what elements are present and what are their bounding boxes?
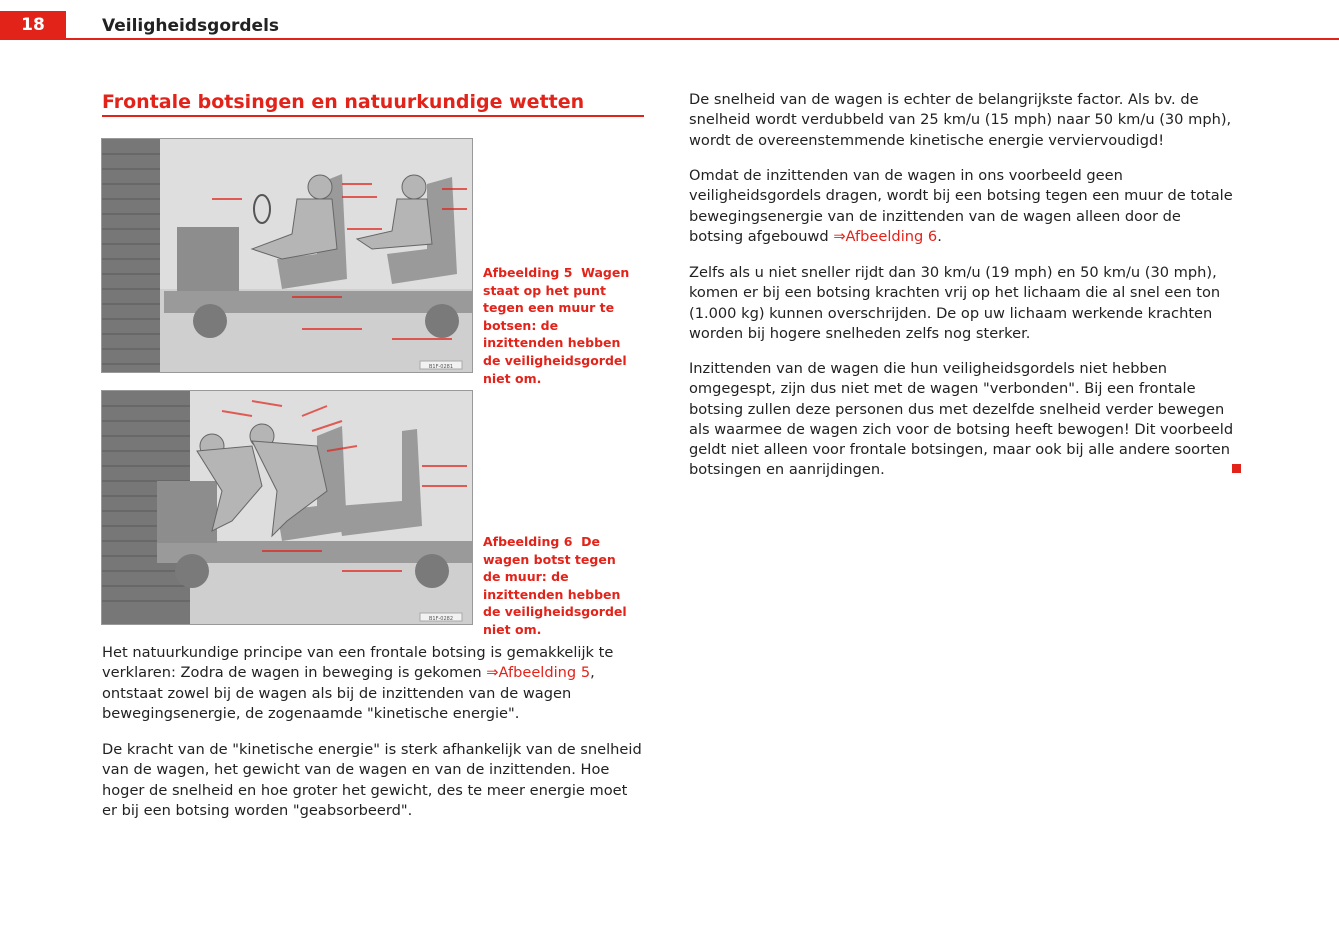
engine-block (157, 481, 217, 543)
header-rule (66, 38, 1339, 40)
body-paragraph (102, 643, 642, 724)
figure-5-link[interactable]: ⇒Afbeelding 5 (486, 664, 591, 682)
body-paragraph: De kracht van de "kinetische energie" is sterk afhankelijk van de snelheid van de wagen, het gewicht van de wagen en van de inzittenden. Hoe hoger de snelheid en hoe groter het gewicht, des te meer energie moet er bij een botsing worden "geabsorbeerd". (102, 741, 642, 819)
caption-label: Afbeelding 6 (483, 534, 573, 549)
front-wheel (175, 554, 209, 588)
page-header (0, 0, 1339, 42)
body-paragraph: Zelfs als u niet sneller rijdt dan 30 km/u (19 mph) en 50 km/u (30 mph), komen er bij een botsing krachten vrij op het lichaam die al snel een ton (1.000 kg) kunnen overschrijden. De op uw lichaam werkende krachten worden bij hogere snelheden zelfs nog sterker. (689, 264, 1221, 342)
rear-wheel (415, 554, 449, 588)
caption-label: Afbeelding 5 (483, 265, 573, 280)
front-wheel (193, 304, 227, 338)
text-run: Omdat de inzittenden van de wagen in ons voorbeeld geen veiligheidsgordels dragen, wordt bij een botsing tegen een muur de totale bewegingsenergie van de inzittenden van de wagen alleen door de botsing afgebouwd (689, 167, 1233, 245)
text-run: , ontstaat zowel bij de wagen als bij de inzittenden van de wagen bewegingsenergie, de zogenaamde "kinetische energie". (102, 664, 595, 722)
body-paragraph: Inzittenden van de wagen die hun veiligheidsgordels niet hebben omgegespt, zijn dus niet met de wagen "verbonden". Bij een frontale botsing zullen deze personen dus met dezelfde snelheid verder bewegen als waarmee de wagen zich voor de botsing heeft bewogen! Dit voorbeeld geldt niet alleen voor frontale botsingen, maar ook bij alle andere soorten botsingen en aanrijdingen. (689, 360, 1234, 479)
page-number: 18 (0, 11, 66, 40)
engine-block (177, 227, 239, 291)
caption-text: De wagen botst tegen de muur: de inzittenden hebben de veiligheidsgordel niet om. (483, 534, 627, 637)
chapter-title: Veiligheidsgordels (102, 16, 280, 36)
caption-text: Wagen staat op het punt tegen een muur te botsen: de inzittenden hebben de veiligheidsgordel niet om. (483, 265, 630, 386)
figure-6-caption (483, 533, 635, 639)
body-paragraph (689, 166, 1234, 247)
figure-code: B1F-0281 (428, 364, 454, 370)
brick-wall (102, 139, 160, 372)
rear-wheel (425, 304, 459, 338)
figure-6-illustration (101, 390, 473, 625)
figure-code: B1F-0282 (428, 616, 454, 622)
figure-6-link[interactable]: ⇒Afbeelding 6 (833, 227, 938, 245)
text-run: . (937, 227, 942, 245)
section-end-marker (1232, 464, 1241, 473)
figure-5-illustration (101, 138, 473, 373)
body-paragraph: De snelheid van de wagen is echter de belangrijkste factor. Als bv. de snelheid wordt verdubbeld van 25 km/u (15 mph) naar 50 km/u (30 mph), wordt de overeenstemmende kinetische energie verviervoudigd! (689, 91, 1232, 149)
figure-5-caption (483, 264, 635, 387)
section-rule (102, 115, 644, 117)
section-title: Frontale botsingen en natuurkundige wetten (102, 91, 585, 113)
text-run: Het natuurkundige principe van een frontale botsing is gemakkelijk te verklaren: Zodra de wagen in beweging is gekomen (102, 644, 614, 682)
